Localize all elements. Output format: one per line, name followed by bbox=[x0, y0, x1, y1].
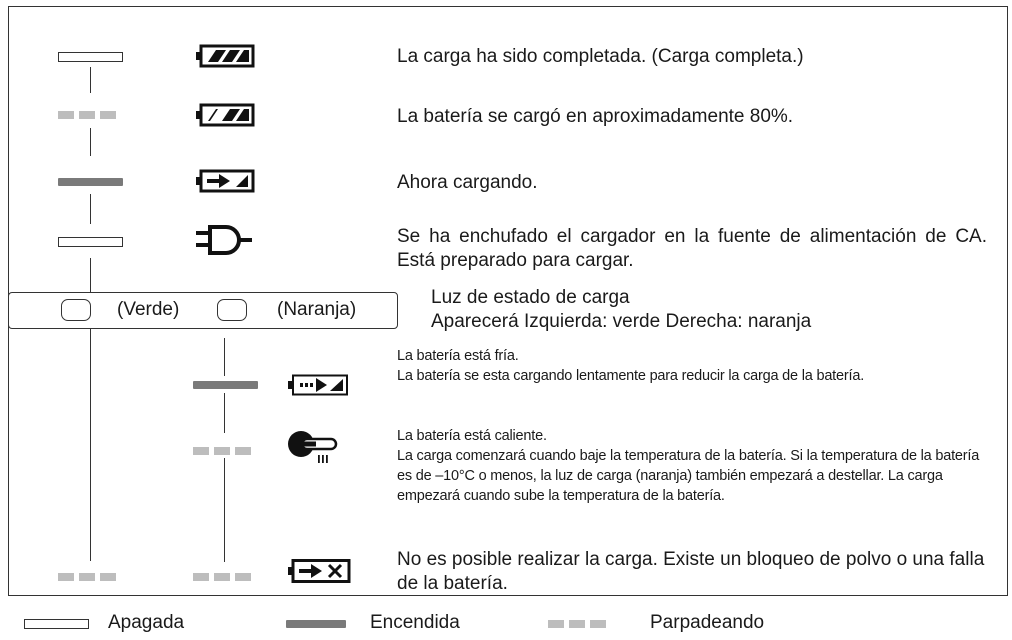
indicator-title: Luz de estado de carga bbox=[431, 287, 630, 308]
lamp-blinking bbox=[58, 573, 116, 581]
lamp-on bbox=[193, 381, 258, 389]
battery-charging-icon bbox=[196, 170, 256, 192]
battery-80-icon bbox=[196, 104, 256, 126]
lamp-blinking bbox=[193, 573, 251, 581]
connector-line bbox=[224, 338, 225, 376]
status-description: La batería se esta cargando lentamente para reducir la carga de la batería. bbox=[397, 368, 865, 384]
legend-off-swatch bbox=[24, 619, 89, 629]
charge-status-indicator bbox=[8, 292, 398, 329]
connector-line bbox=[90, 194, 91, 224]
green-led bbox=[61, 299, 91, 321]
connector-line bbox=[90, 258, 91, 292]
legend-blinking-label: Parpadeando bbox=[650, 612, 765, 633]
plug-icon bbox=[196, 224, 260, 256]
lamp-on bbox=[58, 178, 123, 186]
connector-line bbox=[224, 393, 225, 433]
battery-slow-charge-icon bbox=[288, 374, 350, 396]
lamp-off bbox=[58, 52, 123, 62]
connector-line bbox=[90, 329, 91, 561]
status-description: La batería se cargó en aproximadamente 80%. bbox=[397, 106, 794, 127]
status-description: Se ha enchufado el cargador en la fuente de alimentación de CA. Está preparado para cargar. bbox=[397, 226, 987, 271]
connector-line bbox=[90, 128, 91, 156]
legend-on-label: Encendida bbox=[370, 612, 460, 633]
battery-full-icon bbox=[196, 45, 256, 67]
status-description: Ahora cargando. bbox=[397, 172, 538, 193]
lamp-off bbox=[58, 237, 123, 247]
legend-on-swatch bbox=[286, 620, 346, 628]
legend-blinking-swatch bbox=[548, 620, 606, 628]
status-description: La batería está caliente. bbox=[397, 428, 547, 444]
lamp-blinking bbox=[58, 111, 116, 119]
lamp-blinking bbox=[193, 447, 251, 455]
orange-label: (Naranja) bbox=[277, 299, 357, 320]
thermometer-icon bbox=[288, 430, 340, 466]
connector-line bbox=[90, 67, 91, 93]
status-description: No es posible realizar la carga. Existe un bloqueo de polvo o una falla de la batería. bbox=[397, 549, 985, 594]
green-label: (Verde) bbox=[117, 299, 180, 320]
status-description: La carga ha sido completada. (Carga completa.) bbox=[397, 46, 804, 67]
battery-error-icon bbox=[288, 559, 352, 583]
connector-line bbox=[224, 458, 225, 562]
legend-off-label: Apagada bbox=[108, 612, 185, 633]
status-description: La carga comenzará cuando baje la temperatura de la batería. Si la temperatura de la batería es de –10°C o menos, la luz de carga (naranja) también empezará a destellar. La carga empezará cuando sube la temperatura de la batería. bbox=[397, 448, 980, 504]
status-description: La batería está fría. bbox=[397, 348, 519, 364]
indicator-subtitle: Aparecerá Izquierda: verde Derecha: naranja bbox=[431, 311, 812, 332]
orange-led bbox=[217, 299, 247, 321]
